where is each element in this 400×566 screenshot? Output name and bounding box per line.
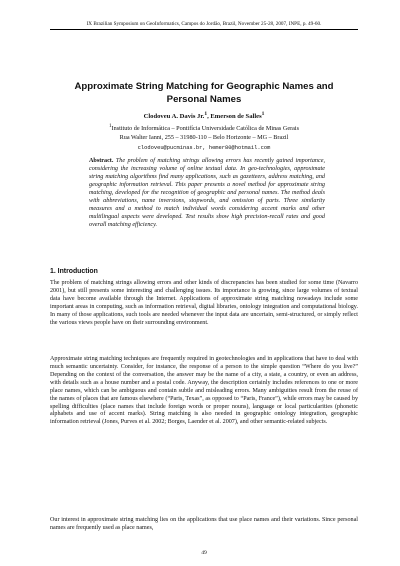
running-head: IX Brazilian Symposium on GeoInformatics, Campos do Jordão, Brazil, November 25-28, 2007, INPE, p. 49-60. (86, 21, 322, 27)
paper-title: Approximate String Matching for Geographic Names and Personal Names (74, 81, 334, 105)
affiliation-institution: Instituto de Informática – Pontifícia Universidade Católica de Minas Gerais (111, 125, 300, 133)
header-rule (50, 29, 358, 30)
author-emails: clodoveu@pucminas.br, hemer80@hotmail.com (137, 145, 271, 151)
affiliation-line-2: Rua Walter Ianni, 255 – 31980-110 – Belo Horizonte – MG – Brazil (119, 133, 289, 141)
abstract-text: The problem of matching strings allowing errors has recently gained importance, considering the increasing volume of online textual data. In geo-technologies, approximate string matching algorithms find many applications, such as gazetteers, address matching, and geographic information retrieval. This paper presents a novel method for approximate string matching, developed for the recognition of geographic and personal names. The method deals with abbreviations, name inversions, stopwords, and omission of parts. Three similarity measures and a method to match individual words considering accent marks and other multilingual aspects were developed. Test results show high precision-recall rates and good overall matching efficiency. (89, 158, 325, 228)
author-2-superscript: 1 (261, 111, 265, 117)
author-2-name: Emerson de Salles (210, 113, 262, 121)
affiliation (60, 122, 348, 142)
introduction-paragraph-2: Approximate string matching techniques are frequently required in geotechnologies and in applications that have to deal with much semantic uncertainty. Consider, for instance, the response of a person to the simple question “Where do you live?” Depending on the context of the conversation, the answer may be the name of a city, a state, a country, or even an address, with details such as a house number and a postal code. Anyway, the description certainly includes references to one or more place names, which can be ambiguous and contain subtle and misleading errors. Many ambiguities result from the reuse of the names of places that are famous elsewhere (“Paris, Texas”, as opposed to “Paris, France”), while errors may be caused by spelling difficulties (place names that include foreign words or proper nouns), language or local particularities (phonetic alphabets and use of accent marks). String matching is also needed in geographic ontology integration, geographic information retrieval (Jones, Purves et al. 2002; Borges, Laender et al. 2007), and other semantic-related subjects. (50, 356, 358, 426)
introduction-paragraph-1: The problem of matching strings allowing errors and other kinds of discrepancies has been studied for some time (Navarro 2001), but still presents some interesting and challenging issues. Its importance is growing, since large volumes of textual data have become available through the Internet. Applications of approximate string matching nowadays include some important areas in computing, such as information retrieval, digital libraries, ontology integration and computational biology. In many of those applications, such tools are needed whenever the input data are uncertain, semi-structured, or simply reflect the various views people have on their surrounding environment. (50, 280, 358, 326)
author-separator: , (207, 113, 211, 121)
affiliation-superscript: 1 (108, 123, 112, 129)
abstract-label: Abstract. (89, 158, 114, 164)
abstract (89, 158, 325, 230)
author-1-name: Clodoveu A. Davis Jr. (143, 113, 205, 121)
affiliation-line-1 (60, 122, 348, 134)
author-line (60, 111, 348, 120)
page-number: 49 (201, 550, 207, 556)
section-heading-introduction: 1. Introduction (50, 268, 98, 275)
introduction-paragraph-3: Our interest in approximate string matching lies on the applications that use place names and their variations. Since personal names are frequently used as place names, (50, 517, 358, 531)
author-1-superscript: 1 (204, 111, 208, 117)
